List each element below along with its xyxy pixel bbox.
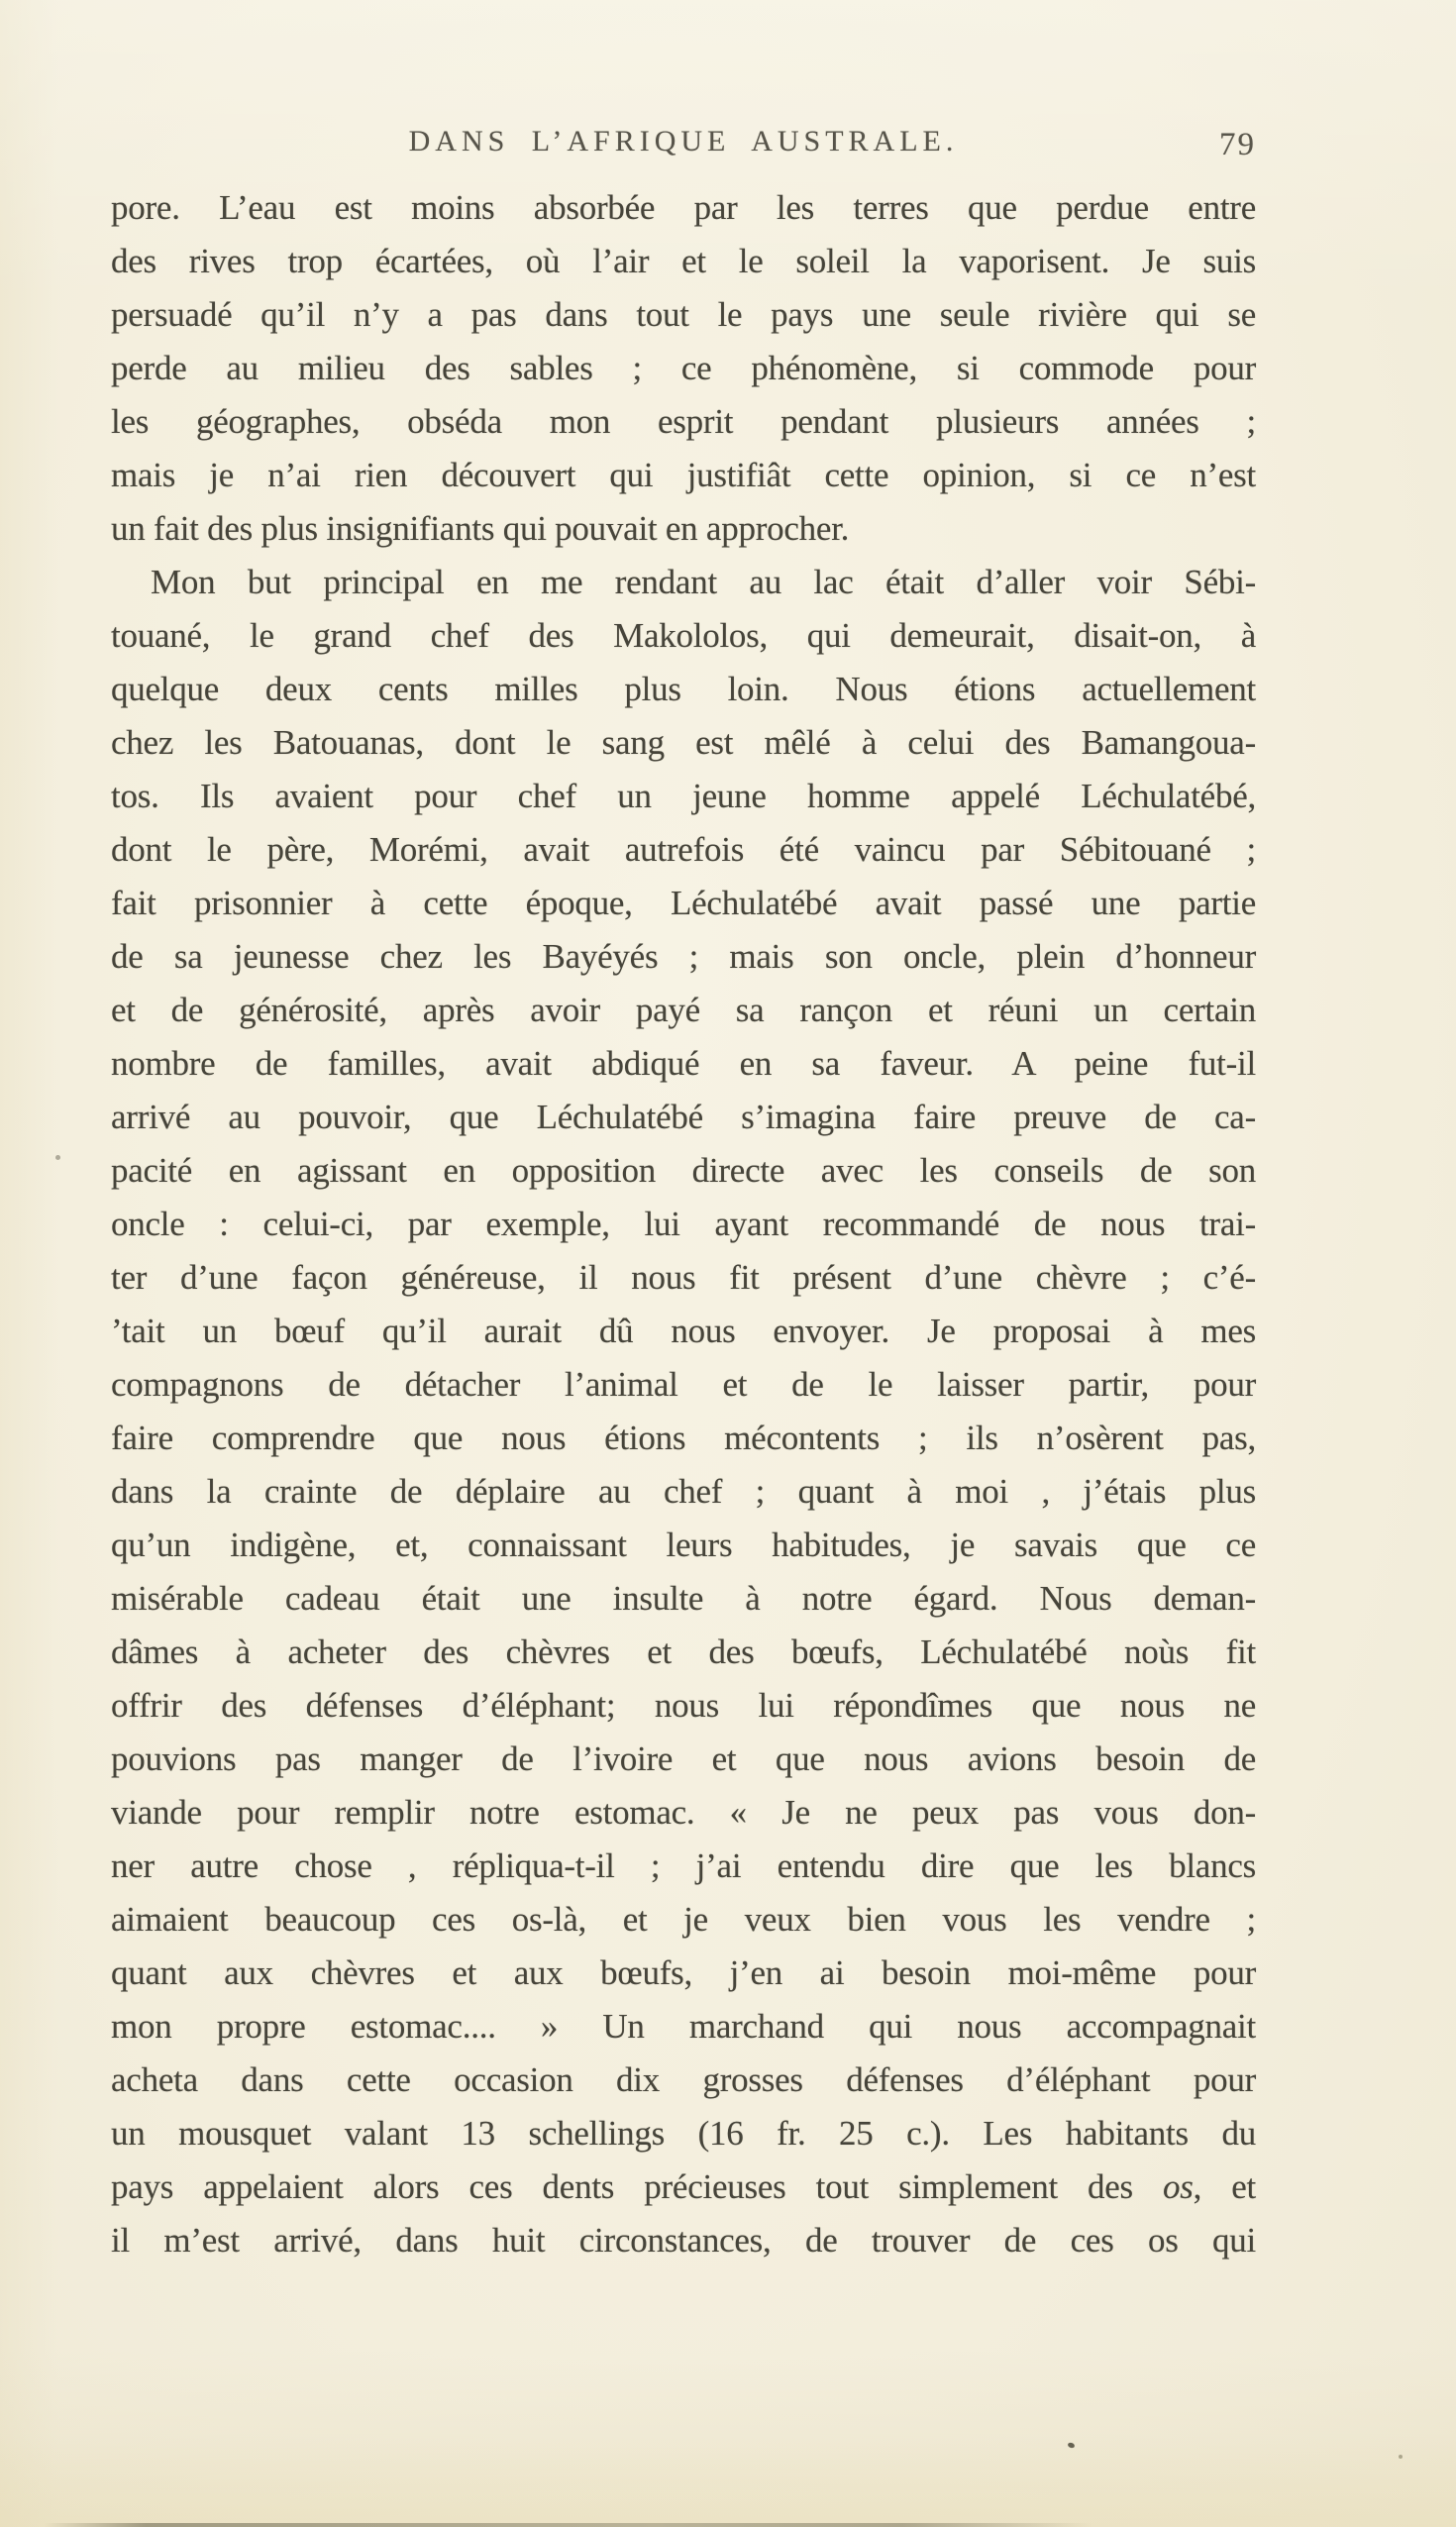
text-line: persuadé qu’il n’y a pas dans tout le pays une seule rivière qui se: [111, 295, 1256, 334]
running-title: DANS L’AFRIQUE AUSTRALE.: [408, 125, 959, 158]
text-line: aimaient beaucoup ces os-là, et je veux bien vous les vendre ;: [111, 1900, 1256, 1939]
text-segment: , et: [1193, 2167, 1257, 2206]
text-line: tos. Ils avaient pour chef un jeune homme appelé Léchulatébé,: [111, 777, 1256, 815]
text-line: touané, le grand chef des Makololos, qui demeurait, disait-on, à: [111, 616, 1256, 655]
text-line: pouvions pas manger de l’ivoire et que nous avions besoin de: [111, 1739, 1256, 1778]
text-line: viande pour remplir notre estomac. « Je ne peux pas vous don-: [111, 1793, 1256, 1832]
text-line: nombre de familles, avait abdiqué en sa faveur. A peine fut-il: [111, 1044, 1256, 1083]
text-line: arrivé au pouvoir, que Léchulatébé s’imagina faire preuve de ca-: [111, 1098, 1256, 1136]
text-line: ter d’une façon généreuse, il nous fit présent d’une chèvre ; c’é-: [111, 1258, 1256, 1297]
text-line: faire comprendre que nous étions mécontents ; ils n’osèrent pas,: [111, 1419, 1256, 1457]
text-line: qu’un indigène, et, connaissant leurs habitudes, je savais que ce: [111, 1526, 1256, 1564]
text-line: mon propre estomac.... » Un marchand qui nous accompagnait: [111, 2007, 1256, 2046]
text-line: ’tait un bœuf qu’il aurait dû nous envoyer. Je proposai à mes: [111, 1312, 1256, 1350]
text-line: offrir des défenses d’éléphant; nous lui répondîmes que nous ne: [111, 1686, 1256, 1725]
text-line: quelque deux cents milles plus loin. Nous étions actuellement: [111, 670, 1256, 708]
text-line: mais je n’ai rien découvert qui justifiât cette opinion, si ce n’est: [111, 456, 1256, 494]
text-line: pacité en agissant en opposition directe avec les conseils de son: [111, 1151, 1256, 1190]
text-line: les géographes, obséda mon esprit pendant plusieurs années ;: [111, 402, 1256, 441]
text-line: dâmes à acheter des chèvres et des bœufs, Léchulatébé noùs fit: [111, 1632, 1256, 1671]
text-line: [111, 2160, 1256, 2214]
ink-speck: [1399, 2455, 1403, 2459]
text-line: ner autre chose , répliqua-t-il ; j’ai entendu dire que les blancs: [111, 1846, 1256, 1885]
ink-speck: [55, 1155, 60, 1160]
text-segment: pays appelaient alors ces dents précieuses tout simplement des: [111, 2167, 1164, 2206]
text-line: fait prisonnier à cette époque, Léchulatébé avait passé une partie: [111, 884, 1256, 922]
text-line: acheta dans cette occasion dix grosses défenses d’éléphant pour: [111, 2060, 1256, 2099]
text-line: dont le père, Morémi, avait autrefois été vaincu par Sébitouané ;: [111, 830, 1256, 869]
text-line: des rives trop écartées, où l’air et le soleil la vaporisent. Je suis: [111, 242, 1256, 280]
text-line: oncle : celui-ci, par exemple, lui ayant recommandé de nous trai-: [111, 1205, 1256, 1243]
text-line: Mon but principal en me rendant au lac était d’aller voir Sébi-: [151, 563, 1256, 601]
text-line: misérable cadeau était une insulte à notre égard. Nous deman-: [111, 1579, 1256, 1618]
page-number: 79: [1219, 127, 1256, 162]
italic-word: os: [1163, 2167, 1194, 2206]
text-line: perde au milieu des sables ; ce phénomène, si commode pour: [111, 349, 1256, 387]
ink-speck: [1067, 2442, 1075, 2449]
text-line: compagnons de détacher l’animal et de le laisser partir, pour: [111, 1365, 1256, 1404]
text-line: quant aux chèvres et aux bœufs, j’en ai besoin moi-même pour: [111, 1953, 1256, 1992]
text-line: chez les Batouanas, dont le sang est mêlé à celui des Bamangoua-: [111, 723, 1256, 762]
paper-edge-tone: [0, 2438, 1456, 2527]
scan-edge-shadow: [0, 2523, 1456, 2527]
text-line: de sa jeunesse chez les Bayéyés ; mais son oncle, plein d’honneur: [111, 937, 1256, 976]
text-line: pore. L’eau est moins absorbée par les terres que perdue entre: [111, 188, 1256, 227]
text-line: et de générosité, après avoir payé sa rançon et réuni un certain: [111, 991, 1256, 1029]
page-header: [111, 125, 1256, 172]
text-line: il m’est arrivé, dans huit circonstances, de trouver de ces os qui: [111, 2221, 1256, 2260]
text-line: un mousquet valant 13 schellings (16 fr. 25 c.). Les habitants du: [111, 2114, 1256, 2153]
text-line: dans la crainte de déplaire au chef ; quant à moi , j’étais plus: [111, 1472, 1256, 1511]
text-line: un fait des plus insignifiants qui pouvait en approcher.: [111, 509, 850, 548]
page-text: [111, 181, 1256, 2267]
